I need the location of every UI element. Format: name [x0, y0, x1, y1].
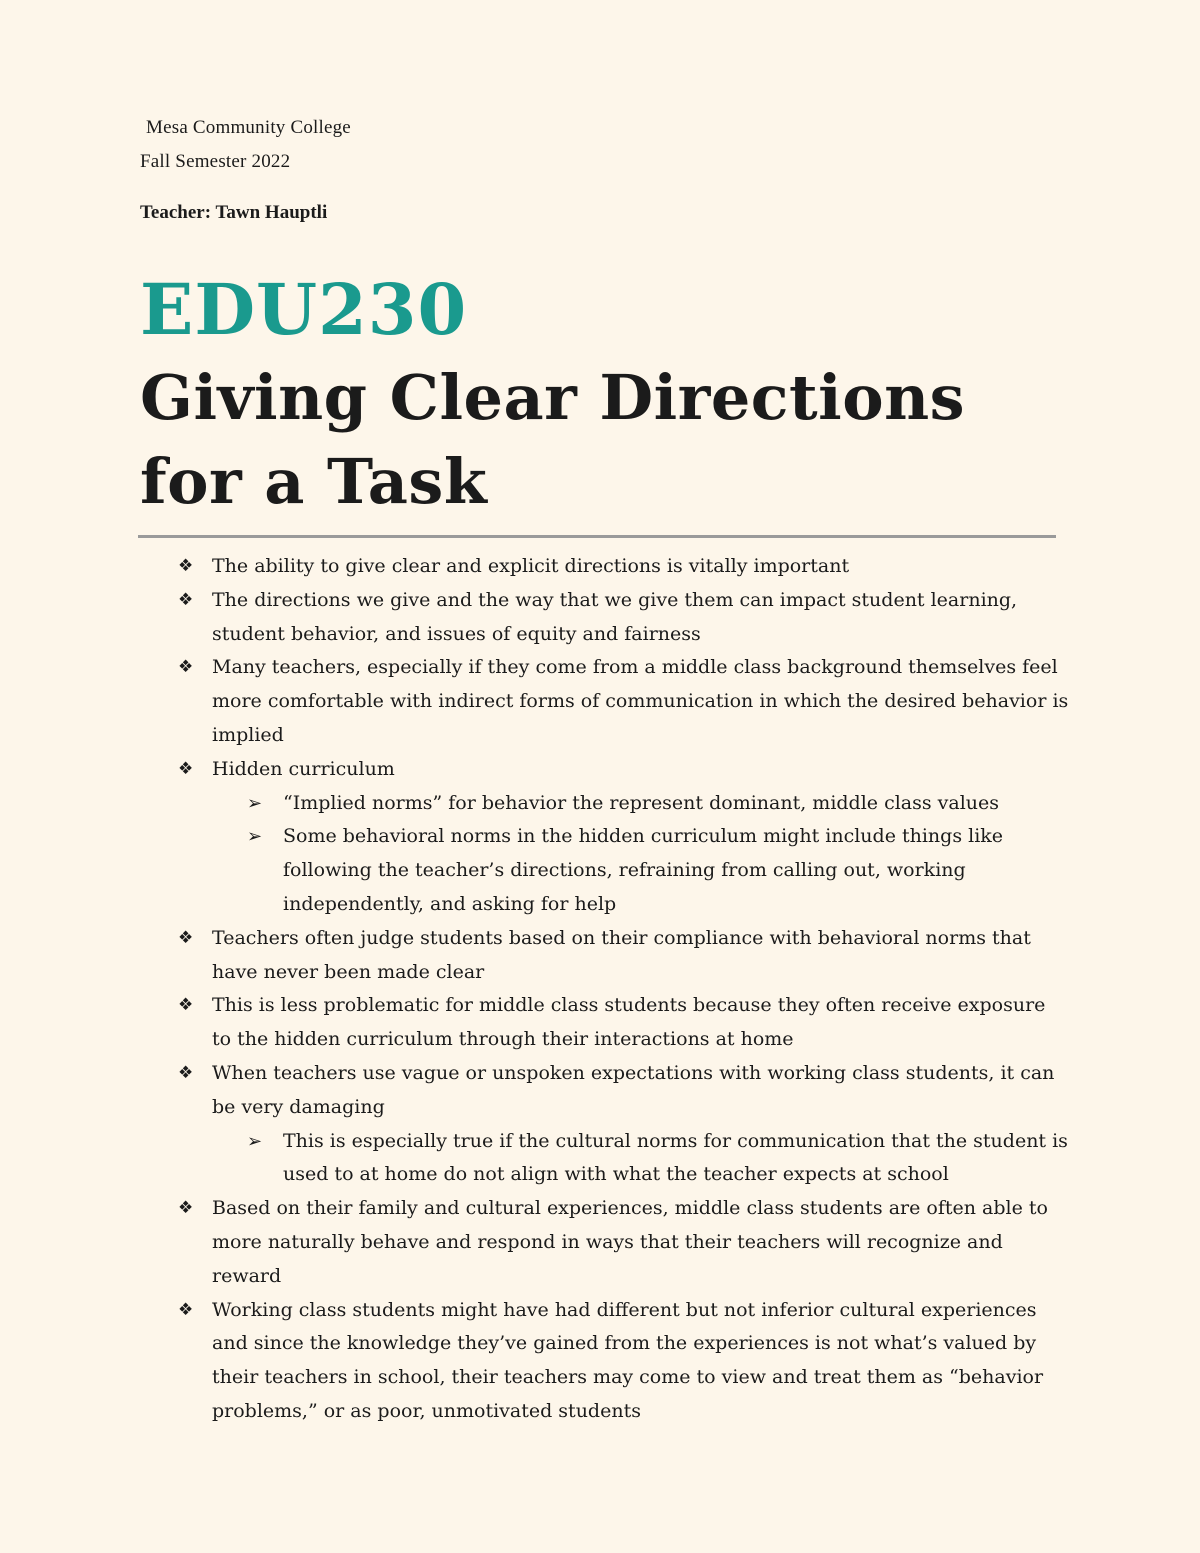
- list-item: [0, 1192, 1070, 1293]
- diamond-bullet-icon: ❖: [178, 1062, 194, 1083]
- list-item-text: This is less problematic for middle class students because they often receive exposure to the hidden curriculum through their interactions at home: [212, 994, 1046, 1051]
- arrow-bullet-icon: ➢: [247, 792, 263, 814]
- list-item: [0, 753, 1070, 787]
- diamond-bullet-icon: ❖: [178, 1299, 194, 1320]
- diamond-bullet-icon: ❖: [178, 657, 194, 678]
- list-item-text: Teachers often judge students based on their compliance with behavioral norms that have never been made clear: [212, 926, 1031, 983]
- college-name: Mesa Community College: [146, 117, 351, 138]
- diamond-bullet-icon: ❖: [178, 1198, 194, 1219]
- semester-label: Fall Semester 2022: [140, 151, 291, 172]
- list-item: [0, 550, 1070, 584]
- list-item-text: When teachers use vague or unspoken expectations with working class students, it can be very damaging: [212, 1061, 1055, 1118]
- course-code: EDU230: [140, 268, 468, 351]
- list-item: [0, 989, 1070, 1057]
- list-item: [0, 651, 1070, 752]
- list-item-text: Working class students might have had different but not inferior cultural experiences and since the knowledge they’ve gained from the experiences is not what’s valued by their teachers in school, their teachers may come to view and treat them as “behavior problems,” or as poor, unmotivated students: [212, 1298, 1044, 1422]
- diamond-bullet-icon: ❖: [178, 758, 194, 779]
- arrow-bullet-icon: ➢: [247, 1130, 263, 1152]
- list-item: [0, 1294, 1070, 1429]
- sub-list-item-text: “Implied norms” for behavior the represent dominant, middle class values: [283, 791, 1000, 814]
- list-item-text: Many teachers, especially if they come from a middle class background themselves feel more comfortable with indirect forms of communication in which the desired behavior is implied: [212, 656, 1069, 746]
- sub-list-item-text: This is especially true if the cultural norms for communication that the student is used to at home do not align with what the teacher expects at school: [283, 1129, 1068, 1186]
- diamond-bullet-icon: ❖: [178, 589, 194, 610]
- diamond-bullet-icon: ❖: [178, 927, 194, 948]
- list-item-text: Hidden curriculum: [212, 757, 395, 780]
- list-item: [0, 1057, 1070, 1125]
- list-item-text: The directions we give and the way that we give them can impact student learning, student behavior, and issues of equity and fairness: [212, 588, 1018, 645]
- sub-list-item-text: Some behavioral norms in the hidden curriculum might include things like following the teacher’s directions, refraining from calling out, working independently, and asking for help: [283, 825, 1004, 915]
- sub-list-item: [0, 787, 1070, 821]
- list-item: [0, 922, 1070, 990]
- page-title: Giving Clear Directions for a Task: [140, 361, 966, 518]
- sub-list-item: [0, 820, 1070, 921]
- diamond-bullet-icon: ❖: [178, 995, 194, 1016]
- title-divider: [138, 535, 1056, 538]
- arrow-bullet-icon: ➢: [247, 826, 263, 848]
- sub-list-item: [0, 1125, 1070, 1193]
- diamond-bullet-icon: ❖: [178, 556, 194, 576]
- bullet-list: [0, 550, 1200, 1429]
- teacher-name: Teacher: Tawn Hauptli: [140, 202, 328, 223]
- list-item-text: The ability to give clear and explicit directions is vitally important: [212, 555, 850, 577]
- list-item: [0, 584, 1070, 652]
- list-item-text: Based on their family and cultural experiences, middle class students are often able to more naturally behave and respond in ways that their teachers will recognize and reward: [212, 1197, 1048, 1287]
